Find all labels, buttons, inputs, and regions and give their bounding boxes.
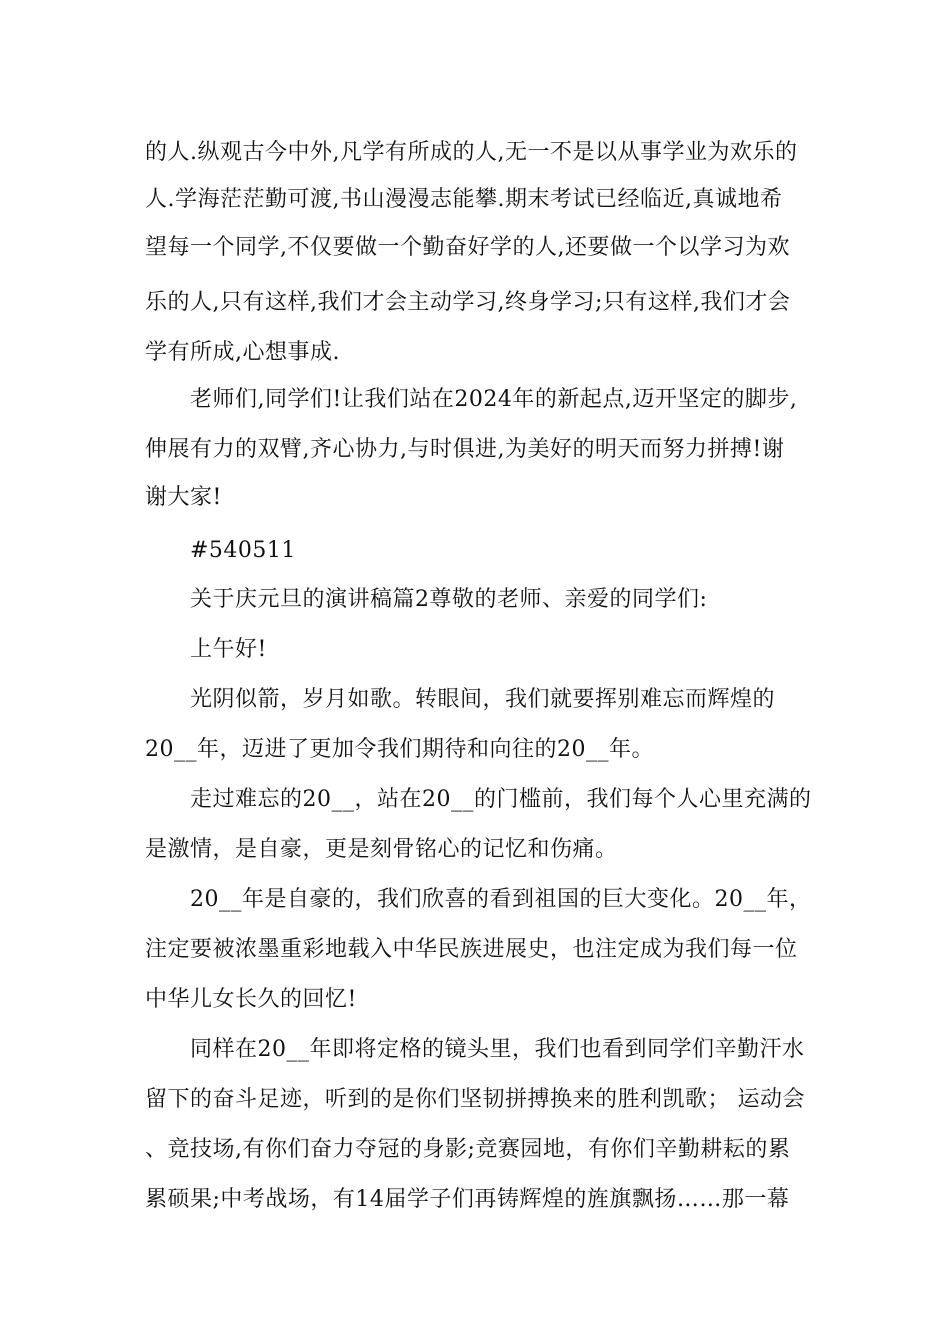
text-line: 同样在20__年即将定格的镜头里，我们也看到同学们辛勤汗水: [190, 1037, 805, 1062]
text-line: 注定要被浓墨重彩地载入中华民族进展史，也注定成为我们每一位: [145, 937, 798, 962]
greeting: 上午好!: [190, 637, 267, 662]
text-line: 中华儿女长久的回忆!: [145, 987, 357, 1012]
text-line: 乐的人,只有这样,我们才会主动学习,终身学习;只有这样,我们才会: [145, 290, 791, 315]
text-line: 是激情，是自豪，更是刻骨铭心的记忆和伤痛。: [145, 837, 618, 862]
article-id: #540511: [190, 538, 296, 563]
text-line: 学有所成,心想事成.: [145, 340, 340, 365]
text-line: 谢大家!: [145, 485, 222, 510]
text-line: 20__年，迈进了更加令我们期待和向往的20__年。: [145, 737, 654, 762]
text-line: 累硕果;中考战场，有14届学子们再铸辉煌的旌旗飘扬……那一幕: [145, 1187, 790, 1212]
text-line: 望每一个同学,不仅要做一个勤奋好学的人,还要做一个以学习为欢: [145, 235, 790, 260]
text-line: 留下的奋斗足迹，听到的是你们坚韧拼搏换来的胜利凯歌； 运动会: [145, 1087, 805, 1112]
section-heading: 关于庆元旦的演讲稿篇2尊敬的老师、亲爱的同学们:: [190, 587, 708, 612]
text-line: 、竞技场,有你们奋力夺冠的身影;竞赛园地，有你们辛勤耕耘的累: [145, 1137, 791, 1162]
text-line: 走过难忘的20__，站在20__的门槛前，我们每个人心里充满的: [190, 787, 812, 812]
text-line: 的人.纵观古今中外,凡学有所成的人,无一不是以从事学业为欢乐的: [145, 140, 798, 165]
text-line: 人.学海茫茫勤可渡,书山漫漫志能攀.期末考试已经临近,真诚地希: [145, 187, 783, 212]
text-line: 老师们,同学们!让我们站在2024年的新起点,迈开坚定的脚步,: [190, 387, 798, 412]
text-line: 伸展有力的双臂,齐心协力,与时俱进,为美好的明天而努力拼搏!谢: [145, 437, 785, 462]
text-line: 20__年是自豪的，我们欣喜的看到祖国的巨大变化。20__年，: [190, 887, 812, 912]
text-line: 光阴似箭，岁月如歌。转眼间，我们就要挥别难忘而辉煌的: [190, 687, 776, 712]
